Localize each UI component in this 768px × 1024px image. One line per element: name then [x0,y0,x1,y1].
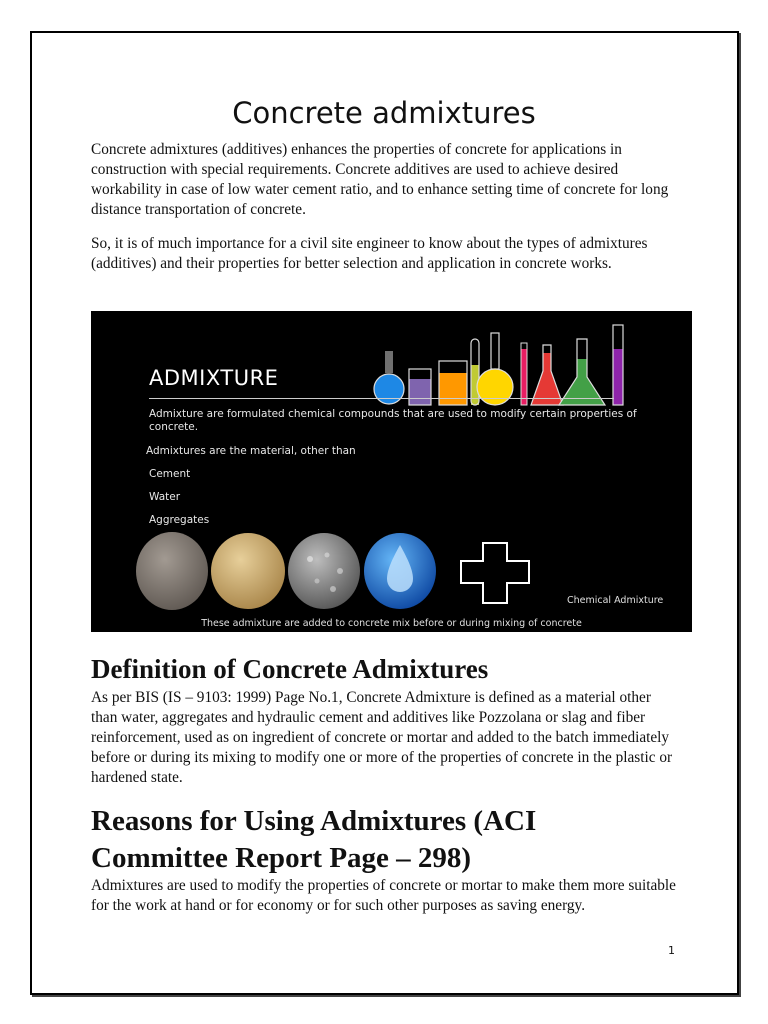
section-heading-reasons: Reasons for Using Admixtures (ACI Committee Report Page – 298) [91,805,537,874]
banner-item-water: Water [149,491,181,503]
plus-icon [459,541,531,605]
intro-paragraph-1: Concrete admixtures (additives) enhances the properties of concrete for applications in construction with special requirements. Concrete additives are used to achieve desired workability in case of low water cement ratio, and to enhance setting time of concrete for long distance transportation of concrete. [91,141,669,218]
flasks-illustration [371,319,691,409]
graduated-cylinder-icon [613,325,623,405]
banner-other-than: Admixtures are the material, other than [146,445,356,457]
banner-title: ADMIXTURE [149,366,279,390]
materials-illustration [135,531,445,615]
sand-image [211,533,285,609]
aggregate-image [288,533,360,609]
chemical-admixture-label: Chemical Admixture [567,595,664,606]
banner-definition-line-1: Admixture are formulated chemical compounds that are used to modify certain properties of [149,408,637,420]
banner-divider [149,398,614,399]
page-title: Concrete admixtures [232,96,536,130]
page-number: 1 [668,944,675,957]
cement-image [136,532,208,610]
section-body-reasons: Admixtures are used to modify the properties of concrete or mortar to make them more suitable for the work at hand or for economy or for such other purposes as saving energy. [91,877,676,914]
red-conical-flask-icon [531,345,563,405]
section-heading-definition: Definition of Concrete Admixtures [91,654,489,684]
admixture-banner-image [91,311,692,632]
test-tube-icon [471,339,479,405]
thin-tube-icon [521,343,527,405]
banner-footer: These admixture are added to concrete mix before or during mixing of concrete [201,618,582,629]
yellow-flask-icon [477,333,513,405]
banner-definition-line-2: concrete. [149,421,199,433]
section-body-definition: As per BIS (IS – 9103: 1999) Page No.1, Concrete Admixture is defined as a material other than water, aggregates and hydraulic cement and additives like Pozzolana or slag and fiber reinforcement, used as on ingredient of concrete or mortar and added to the batch immediately before or during its mixing to modify one or more of the properties of concrete in the plastic or hardened state. [91,689,673,786]
banner-item-aggregates: Aggregates [149,514,210,526]
green-conical-flask-icon [559,339,605,405]
blue-flask-icon [374,351,404,404]
banner-item-cement: Cement [149,468,191,480]
beaker-icon [409,369,431,405]
intro-paragraph-2: So, it is of much importance for a civil site engineer to know about the types of admixtures (additives) and their properties for better selection and application in concrete works. [91,235,648,272]
